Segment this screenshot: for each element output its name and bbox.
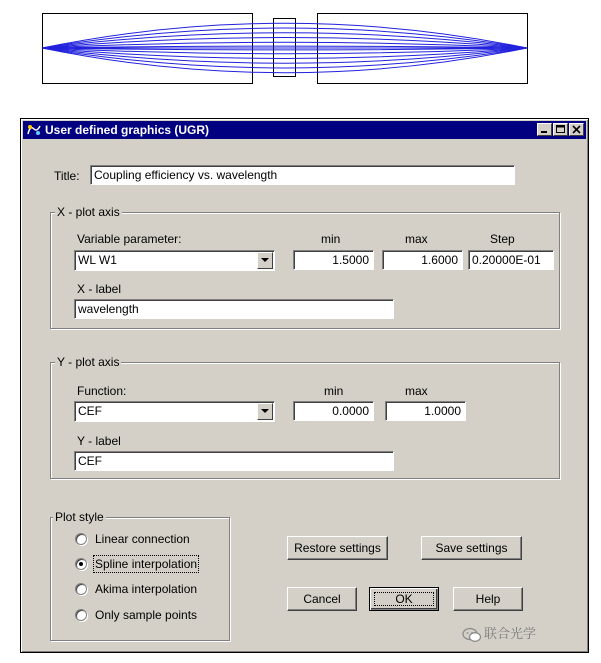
radio-spline-interpolation[interactable]	[75, 558, 87, 570]
function-label: Function:	[77, 384, 127, 398]
radio-spline-interpolation-label[interactable]: Spline interpolation	[95, 557, 198, 571]
radio-linear-connection-label[interactable]: Linear connection	[95, 532, 190, 546]
ugr-dialog	[20, 118, 589, 653]
title-label: Title:	[54, 169, 80, 183]
wechat-icon	[462, 627, 482, 643]
variable-parameter-select[interactable]	[74, 250, 275, 271]
window-title: User defined graphics (UGR)	[45, 123, 210, 137]
minimize-button[interactable]	[537, 123, 552, 136]
x-max-input[interactable]: 1.6000	[382, 250, 463, 270]
lens-ray-diagram	[0, 0, 601, 100]
y-max-label: max	[405, 384, 428, 398]
x-step-input[interactable]: 0.20000E-01	[468, 250, 554, 270]
cancel-button[interactable]: Cancel	[287, 587, 357, 611]
radio-akima-interpolation[interactable]	[75, 583, 87, 595]
plot-style-group-label: Plot style	[55, 510, 104, 524]
title-input[interactable]: Coupling efficiency vs. wavelength	[90, 165, 515, 185]
ray-fan	[42, 23, 527, 72]
function-value: CEF	[78, 404, 102, 418]
radio-only-sample-points-label[interactable]: Only sample points	[95, 608, 198, 622]
maximize-button[interactable]	[553, 123, 568, 136]
save-settings-button[interactable]: Save settings	[421, 536, 522, 560]
help-button[interactable]: Help	[453, 587, 523, 611]
dropdown-arrow-icon	[261, 258, 270, 263]
variable-parameter-value: WL W1	[78, 253, 117, 267]
x-label-caption: X - label	[77, 282, 122, 296]
y-max-input[interactable]: 1.0000	[385, 401, 466, 421]
y-axis-group-label: Y - plot axis	[57, 355, 120, 369]
y-min-label: min	[324, 384, 344, 398]
ray-line	[42, 23, 527, 48]
maximize-icon	[556, 125, 565, 134]
x-axis-group-label: X - plot axis	[57, 205, 120, 219]
ok-label: OK	[395, 592, 413, 606]
variable-parameter-label: Variable parameter:	[77, 232, 182, 246]
variable-parameter-dropdown-button[interactable]	[257, 252, 273, 269]
x-label-input[interactable]: wavelength	[74, 299, 394, 319]
radio-linear-connection[interactable]	[75, 533, 87, 545]
y-min-input[interactable]: 0.0000	[293, 401, 374, 421]
ok-focus-rect	[374, 592, 434, 606]
app-icon	[26, 123, 42, 137]
ok-button[interactable]	[369, 587, 439, 611]
radio-only-sample-points[interactable]	[75, 609, 87, 621]
y-label-input[interactable]: CEF	[74, 451, 394, 471]
radio-akima-interpolation-label[interactable]: Akima interpolation	[95, 582, 198, 596]
minimize-icon	[540, 125, 549, 134]
function-dropdown-button[interactable]	[257, 403, 273, 420]
x-max-label: max	[405, 232, 428, 246]
y-label-caption: Y - label	[77, 434, 121, 448]
restore-settings-button[interactable]: Restore settings	[287, 536, 388, 560]
x-min-label: min	[321, 232, 341, 246]
watermark-text: 联合光学	[484, 626, 537, 641]
ray-line	[42, 48, 527, 73]
x-step-label: Step	[490, 232, 515, 246]
radio-selected-dot	[79, 562, 83, 566]
close-icon	[572, 125, 581, 134]
function-select[interactable]	[74, 401, 275, 422]
close-button[interactable]	[569, 123, 584, 136]
title-bar	[23, 121, 586, 139]
dropdown-arrow-icon	[261, 409, 270, 414]
x-min-input[interactable]: 1.5000	[293, 250, 374, 270]
